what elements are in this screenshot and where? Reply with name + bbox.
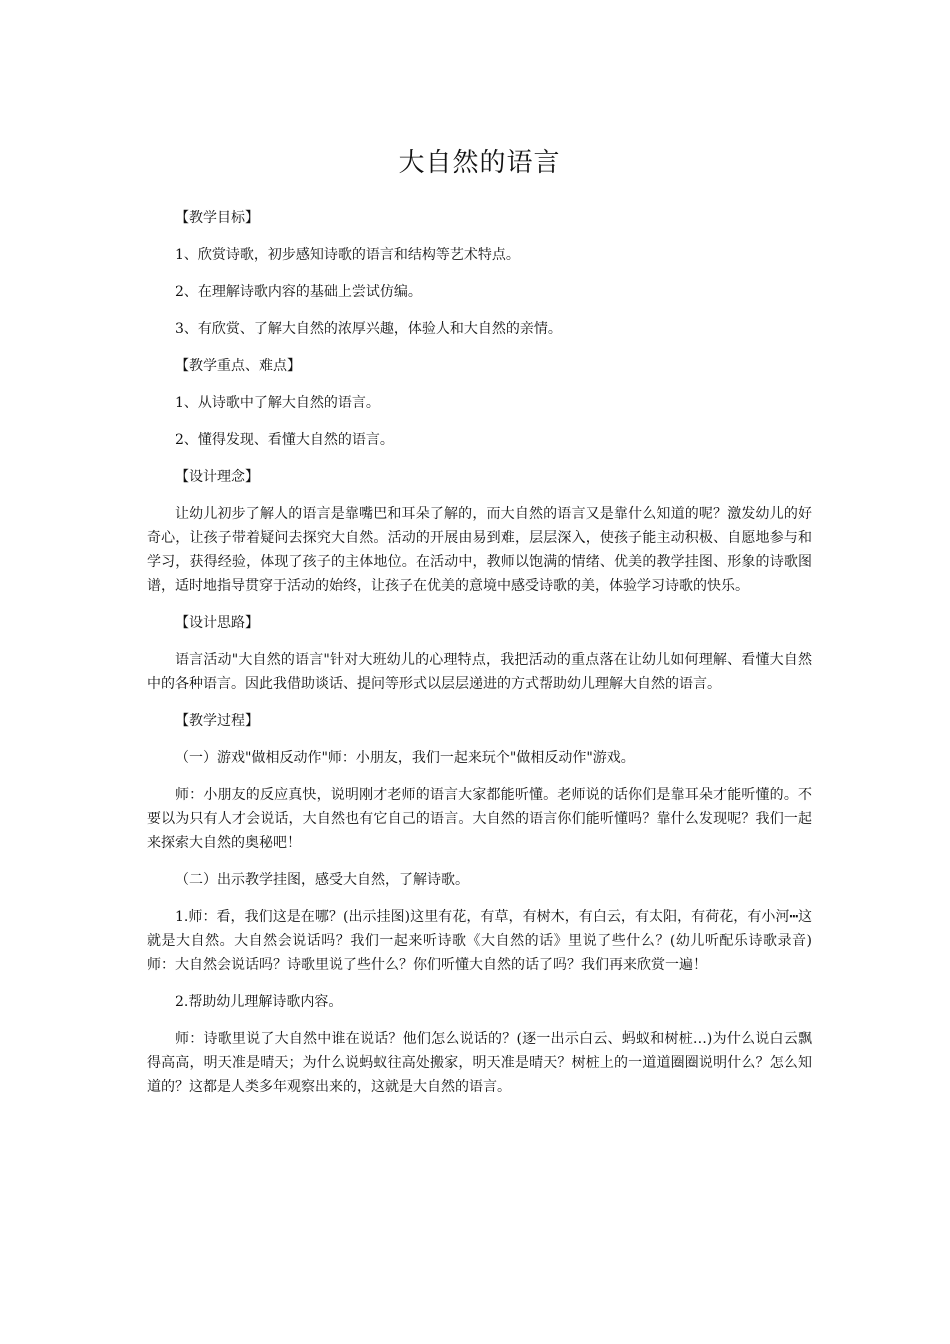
- concept-paragraph: 让幼儿初步了解人的语言是靠嘴巴和耳朵了解的，而大自然的语言又是靠什么知道的呢？激发幼儿的好奇心，让孩子带着疑问去探究大自然。活动的开展由易到难，层层深入，使孩子能主动积极、自愿地参与和学习，获得经验，体现了孩子的主体地位。在活动中，教师以饱满的情绪、优美的教学挂图、形象的诗歌图谱，适时地指导贯穿于活动的始终，让孩子在优美的意境中感受诗歌的美，体验学习诗歌的快乐。: [147, 506, 812, 594]
- key-point-item: 1、从诗歌中了解大自然的语言。: [175, 395, 380, 411]
- process-paragraph: 1.师：看，我们这是在哪？(出示挂图)这里有花，有草，有树木，有白云，有太阳，有荷花，有小河┅这就是大自然。大自然会说话吗？我们一起来听诗歌《大自然的话》里说了些什么？(幼儿听配乐诗歌录音)师：大自然会说话吗？诗歌里说了些什么？你们听懂大自然的话了吗？我们再来欣赏一遍！: [147, 909, 812, 973]
- process-paragraph: 2.帮助幼儿理解诗歌内容。: [175, 994, 343, 1010]
- section-heading-approach: 【设计思路】: [175, 615, 259, 631]
- goal-item: 3、有欣赏、了解大自然的浓厚兴趣，体验人和大自然的亲情。: [175, 321, 562, 337]
- process-paragraph: 师：诗歌里说了大自然中谁在说话？他们怎么说话的？(逐一出示白云、蚂蚁和树桩…)为什么说白云飘得高高，明天准是晴天；为什么说蚂蚁往高处搬家，明天准是晴天？树桩上的一道道圈圈说明什么？怎么知道的？这都是人类多年观察出来的，这就是大自然的语言。: [147, 1031, 812, 1095]
- process-paragraph: 师：小朋友的反应真快，说明刚才老师的语言大家都能听懂。老师说的话你们是靠耳朵才能听懂的。不要以为只有人才会说话，大自然也有它自己的语言。大自然的语言你们能听懂吗？靠什么发现呢？我们一起来探索大自然的奥秘吧！: [147, 787, 812, 851]
- section-heading-key-points: 【教学重点、难点】: [175, 358, 301, 374]
- process-paragraph: （二）出示教学挂图，感受大自然，了解诗歌。: [175, 872, 469, 888]
- document-title: 大自然的语言: [398, 148, 561, 178]
- section-heading-concept: 【设计理念】: [175, 469, 259, 485]
- approach-paragraph: 语言活动"大自然的语言"针对大班幼儿的心理特点，我把活动的重点落在让幼儿如何理解、看懂大自然中的各种语言。因此我借助谈话、提问等形式以层层递进的方式帮助幼儿理解大自然的语言。: [147, 652, 812, 692]
- section-heading-process: 【教学过程】: [175, 713, 259, 729]
- document-body: [147, 140, 812, 1112]
- goal-item: 2、在理解诗歌内容的基础上尝试仿编。: [175, 284, 422, 300]
- process-paragraph: （一）游戏"做相反动作"师：小朋友，我们一起来玩个"做相反动作"游戏。: [175, 750, 635, 766]
- key-point-item: 2、懂得发现、看懂大自然的语言。: [175, 432, 394, 448]
- section-heading-goals: 【教学目标】: [175, 210, 259, 226]
- goal-item: 1、欣赏诗歌，初步感知诗歌的语言和结构等艺术特点。: [175, 247, 520, 263]
